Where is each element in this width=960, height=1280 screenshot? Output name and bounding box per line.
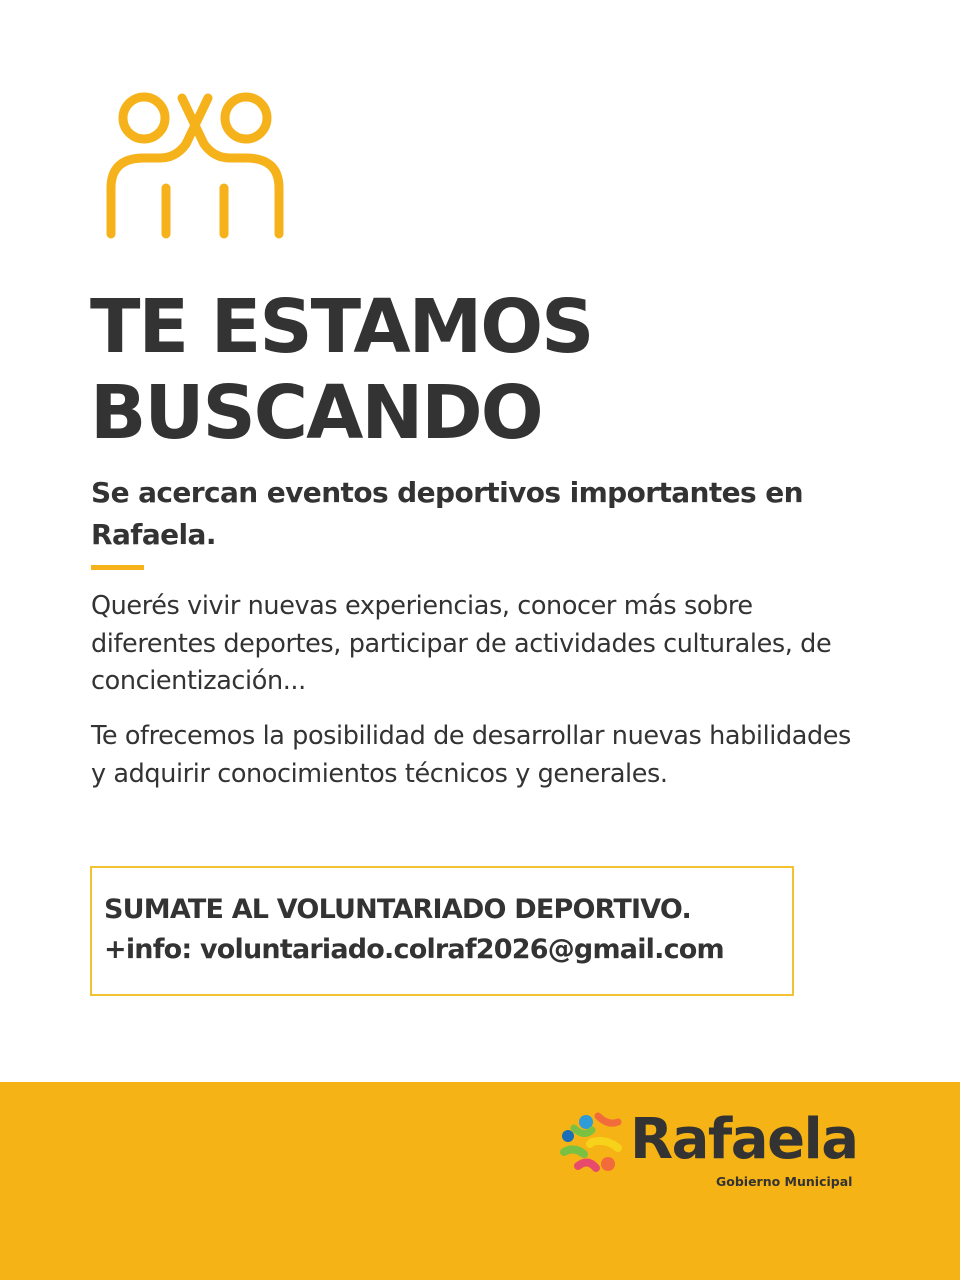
cta-contact-line: +info: voluntariado.colraf2026@gmail.com: [104, 934, 724, 965]
title-line-2: BUSCANDO: [90, 370, 542, 456]
paragraph-offer: Te ofrecemos la posibilidad de desarrollar nuevas habilidades y adquirir conocimientos técnicos y generales.: [91, 721, 851, 789]
accent-divider: [91, 565, 144, 570]
rafaela-logo-mark-icon: [556, 1108, 626, 1180]
cta-join-line: SUMATE AL VOLUNTARIADO DEPORTIVO.: [104, 894, 691, 925]
high-five-people-icon: [88, 88, 302, 244]
subtitle: Se acercan eventos deportivos importantes en Rafaela.: [91, 476, 803, 551]
title-line-1: TE ESTAMOS: [90, 284, 593, 370]
logo-tagline: Gobierno Municipal: [716, 1174, 853, 1189]
logo-name: Rafaela: [630, 1107, 858, 1172]
paragraph-experiences: Querés vivir nuevas experiencias, conocer más sobre diferentes deportes, participar de actividades culturales, de concientización...: [91, 591, 832, 696]
call-to-action-box: [90, 866, 794, 996]
page-title: [90, 284, 870, 456]
call-to-action-text: [104, 890, 724, 970]
rafaela-logo: [556, 1104, 866, 1196]
